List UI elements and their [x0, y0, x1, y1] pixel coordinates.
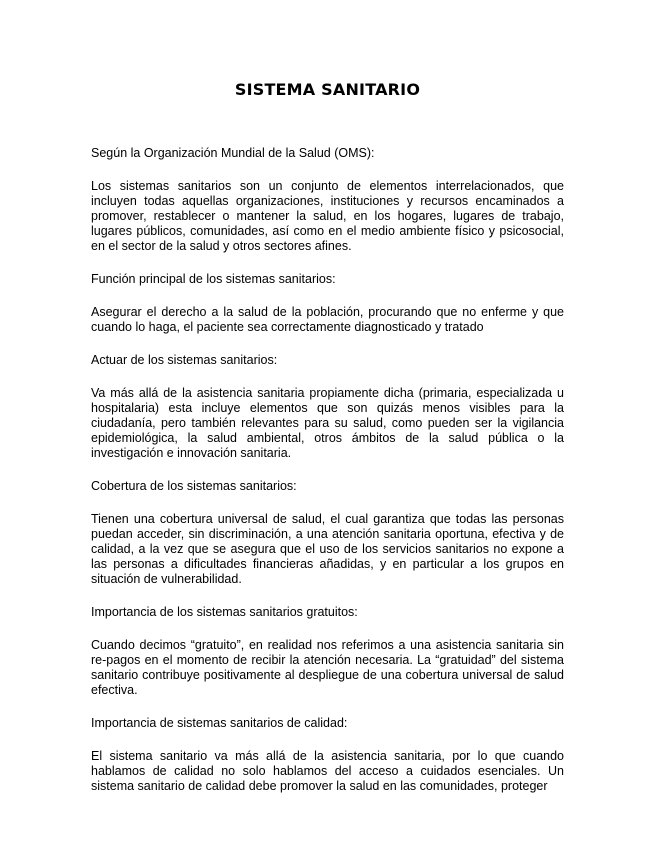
page-title: SISTEMA SANITARIO: [234, 80, 421, 99]
definition-paragraph: Los sistemas sanitarios son un conjunto de elementos interrelacionados, que incluyen todas aquellas organizaciones, instituciones y recursos encaminados a promover, restablecer o mantener la salud, en los hogares, lugares de trabajo, lugares públicos, comunidades, así como en el medio ambiente físico y psicosocial, en el sector de la salud y otros sectores afines.: [91, 179, 564, 253]
section-heading-cobertura: Cobertura de los sistemas sanitarios:: [91, 479, 297, 493]
section-heading-calidad: Importancia de sistemas sanitarios de calidad:: [91, 716, 348, 730]
section-heading-actuar: Actuar de los sistemas sanitarios:: [91, 353, 278, 367]
function-paragraph: Asegurar el derecho a la salud de la población, procurando que no enferme y que cuando lo haga, el paciente sea correctamente diagnosticado y tratado: [91, 305, 564, 334]
intro-label: Según la Organización Mundial de la Salud (OMS):: [91, 146, 375, 160]
section-heading-function: Función principal de los sistemas sanitarios:: [91, 272, 336, 286]
calidad-paragraph: El sistema sanitario va más allá de la asistencia sanitaria, por lo que cuando hablamos de calidad no solo hablamos del acceso a cuidados esenciales. Un sistema sanitario de calidad debe promover la salud en las comunidades, proteger: [91, 749, 564, 793]
cobertura-paragraph: Tienen una cobertura universal de salud, el cual garantiza que todas las personas puedan acceder, sin discriminación, a una atención sanitaria oportuna, efectiva y de calidad, a la vez que se asegura que el uso de los servicios sanitarios no expone a las personas a dificultades financieras añadidas, y en particular a los grupos en situación de vulnerabilidad.: [91, 512, 564, 586]
section-heading-gratuitos: Importancia de los sistemas sanitarios gratuitos:: [91, 605, 358, 619]
actuar-paragraph: Va más allá de la asistencia sanitaria propiamente dicha (primaria, especializada u hospitalaria) esta incluye elementos que son quizás menos visibles para la ciudadanía, pero también relevantes para su salud, como pueden ser la vigilancia epidemiológica, la salud ambiental, otros ámbitos de la salud pública o la investigación e innovación sanitaria.: [91, 386, 564, 460]
document-body: [91, 146, 564, 812]
gratuitos-paragraph: Cuando decimos “gratuito”, en realidad nos referimos a una asistencia sanitaria sin re-pagos en el momento de recibir la atención necesaria. La “gratuidad” del sistema sanitario contribuye positivamente al despliegue de una cobertura universal de salud efectiva.: [91, 638, 564, 697]
